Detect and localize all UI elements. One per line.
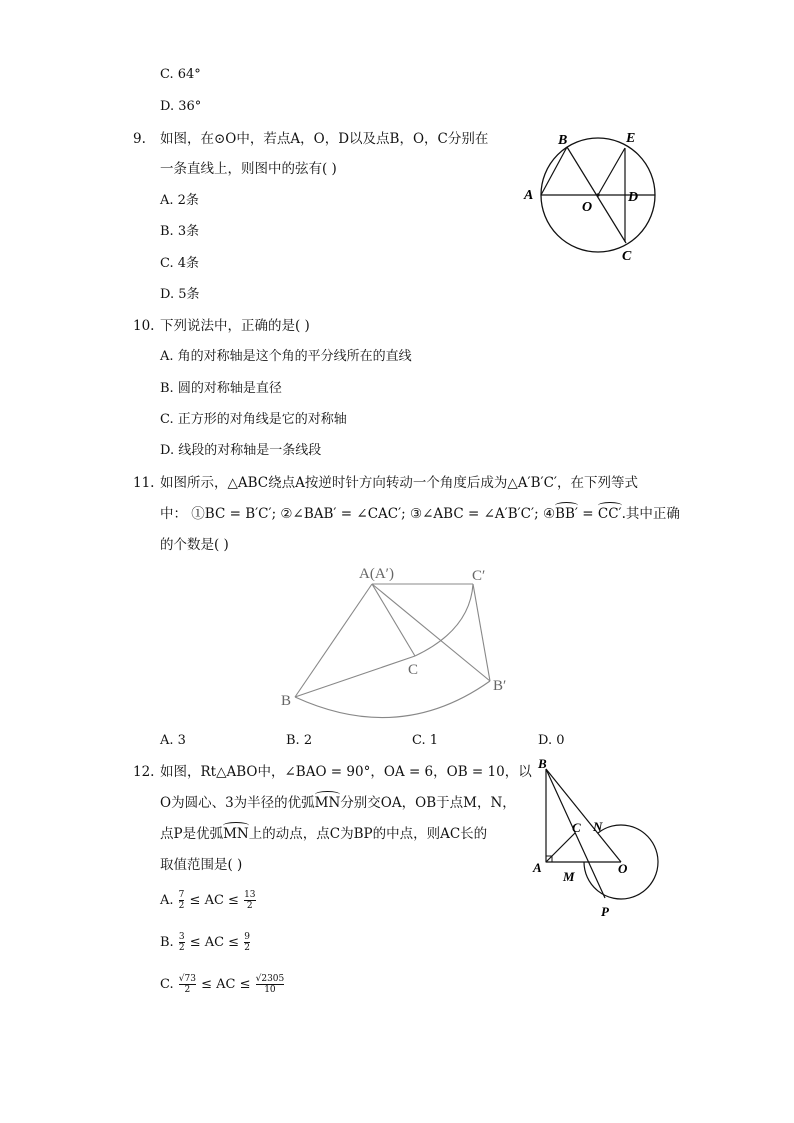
q11-label-a: A(A′) [359, 566, 394, 582]
q11-equation-2: ②∠BAB′ = ∠CAC′; [280, 506, 406, 522]
option-c-prev: C. 64° [160, 67, 201, 82]
q12-label-m: M [563, 869, 575, 884]
q11-option-d: D. 0 [538, 733, 565, 748]
q11-equation-4-eq: = [577, 506, 598, 522]
q11-stem-line3: 的个数是( ) [160, 537, 229, 553]
q9-option-c: C. 4条 [160, 256, 200, 271]
q10-stem: 下列说法中，正确的是( ) [160, 318, 310, 334]
q12-option-a [160, 890, 257, 911]
q12-line2-pre: O为圆心、3为半径的优弧 [160, 795, 315, 811]
q9-label-a: A [524, 188, 534, 203]
q11-equation-1: ①BC = B′C′; [191, 506, 277, 522]
q12-a-n1: 7 [178, 890, 185, 900]
q12-stem-line4: 取值范围是( ) [160, 857, 243, 873]
q12-line3-post: 上的动点，点C为BP的中点，则AC长的 [248, 826, 488, 842]
q11-equation-3: ③∠ABC = ∠A′B′C′; [410, 506, 539, 522]
q12-option-a-frac1 [179, 890, 185, 911]
q11-option-b: B. 2 [286, 733, 313, 748]
q12-a-n2: 13 [244, 890, 256, 900]
q12-arc-mn-2: MN [223, 826, 249, 842]
q12-stem-line2 [160, 794, 516, 812]
q12-option-b-frac2 [244, 932, 250, 953]
q9-circle-figure [520, 125, 665, 265]
option-d-prev: D. 36° [160, 99, 202, 114]
q9-label-b: B [558, 133, 568, 148]
q9-label-e: E [626, 131, 636, 146]
q12-c-d2: 10 [256, 984, 285, 995]
q11-label-bprime: B′ [493, 678, 507, 694]
q12-option-b-label: B. [160, 935, 174, 950]
q9-option-b: B. 3条 [160, 224, 200, 239]
q9-label-o: O [582, 200, 593, 215]
q12-b-d1: 2 [178, 943, 185, 953]
q12-option-b [160, 932, 251, 953]
q10-option-d: D. 线段的对称轴是一条线段 [160, 443, 322, 458]
q9-stem-line1: 如图，在⊙O中，若点A，O，D以及点B，O，C分别在 [160, 131, 489, 147]
q12-label-a: A [533, 860, 542, 875]
q12-c-n2: √2305 [255, 974, 285, 984]
q11-rotation-figure [275, 560, 525, 725]
q11-label-cprime: C′ [472, 568, 486, 584]
q11-arc-cc: CC′ [597, 506, 622, 522]
question-number-12: 12. [133, 764, 155, 780]
q11-arc-bb: BB′ [555, 506, 578, 522]
q12-b-d2: 2 [244, 943, 250, 953]
q12-option-c-frac1 [179, 974, 196, 995]
q12-option-c-frac2 [256, 974, 285, 995]
q12-option-c [160, 974, 285, 995]
q12-label-c: C [572, 820, 581, 835]
q12-line3-pre: 点P是优弧 [160, 826, 224, 842]
q10-option-a: A. 角的对称轴是这个角的平分线所在的直线 [160, 349, 412, 364]
q12-b-n2: 9 [244, 932, 250, 942]
q12-option-b-frac1 [179, 932, 185, 953]
q12-stem-line1: 如图，Rt△ABO中，∠BAO = 90°，OA = 6，OB = 10，以 [160, 764, 532, 780]
q9-label-c: C [622, 249, 632, 264]
q12-option-a-label: A. [160, 893, 174, 908]
q9-label-d: D [628, 190, 639, 205]
q12-c-d1: 2 [179, 984, 196, 995]
q12-a-d1: 2 [178, 901, 185, 911]
q9-option-a: A. 2条 [160, 193, 199, 208]
q10-option-c: C. 正方形的对角线是它的对称轴 [160, 412, 347, 427]
q12-option-b-mid: ≤ AC ≤ [185, 935, 244, 950]
q11-line2-suffix: .其中正确 [621, 506, 680, 522]
q11-stem-line2 [160, 505, 680, 523]
q12-label-b: B [538, 756, 547, 771]
q12-option-c-label: C. [160, 977, 174, 992]
q12-b-n1: 3 [178, 932, 185, 942]
q9-stem-line2: 一条直线上，则图中的弦有( ) [160, 161, 337, 177]
q12-option-c-mid: ≤ AC ≤ [196, 977, 255, 992]
q11-stem-line1: 如图所示，△ABC绕点A按逆时针方向转动一个角度后成为△A′B′C′，在下列等式 [160, 475, 638, 491]
q12-option-a-frac2 [244, 890, 255, 911]
q10-option-b: B. 圆的对称轴是直径 [160, 381, 282, 396]
q11-equation-4-label: ④ [542, 506, 556, 522]
q12-label-p: P [601, 904, 609, 919]
q11-option-c: C. 1 [412, 733, 439, 748]
q12-option-a-mid: ≤ AC ≤ [185, 893, 244, 908]
q11-option-a: A. 3 [160, 733, 186, 748]
q12-line2-post: 分别交OA，OB于点M，N， [340, 795, 516, 811]
question-number-11: 11. [133, 475, 155, 491]
q9-option-d: D. 5条 [160, 287, 200, 302]
q12-label-o: O [618, 861, 628, 876]
q12-a-d2: 2 [244, 900, 255, 911]
question-number-9: 9. [133, 131, 146, 147]
q12-triangle-figure [525, 755, 670, 930]
q11-label-b: B [281, 693, 292, 709]
q12-c-n1: √73 [178, 974, 196, 984]
q11-label-c: C [408, 662, 419, 678]
q12-arc-mn-1: MN [314, 795, 341, 811]
question-number-10: 10. [133, 318, 155, 334]
q11-line2-prefix: 中： [160, 506, 187, 522]
q12-label-n: N [593, 819, 603, 834]
q12-stem-line3 [160, 825, 487, 843]
